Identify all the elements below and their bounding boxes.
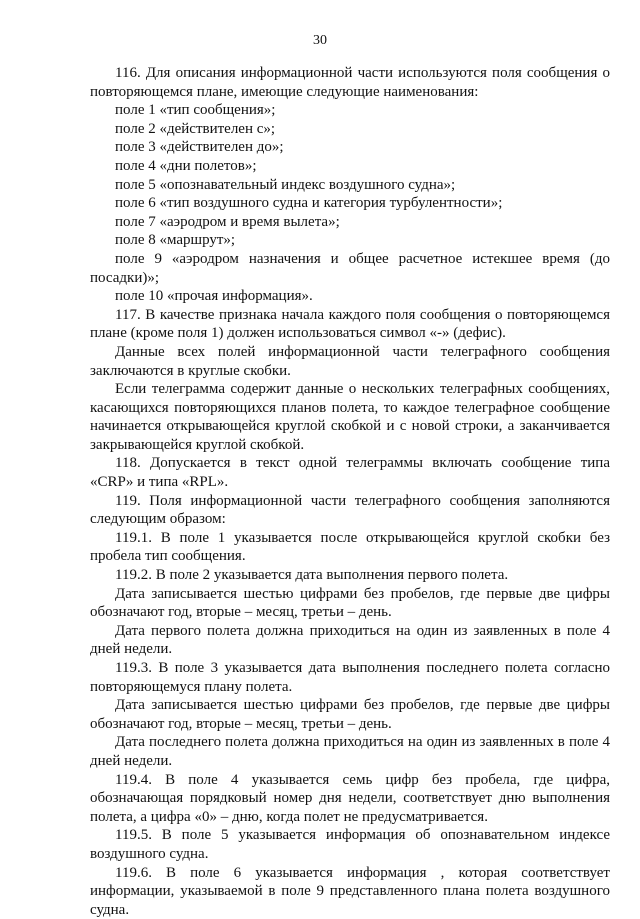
paragraph: Дата первого полета должна приходиться на один из заявленных в поле 4 дней недели. xyxy=(90,622,610,658)
paragraph: Дата записывается шестью цифрами без пробелов, где первые две цифры обозначают год, вторые – месяц, третьи – день. xyxy=(90,585,610,621)
paragraph: 118. Допускается в текст одной телеграммы включать сообщение типа «CRP» и типа «RPL». xyxy=(90,455,610,491)
document-body xyxy=(90,64,610,919)
paragraph: поле 9 «аэродром назначения и общее расчетное истекшее время (до посадки)»; xyxy=(90,250,610,286)
paragraph: Данные всех полей информационной части телеграфного сообщения заключаются в круглые скобки. xyxy=(90,343,610,379)
paragraph: 119.6. В поле 6 указывается информация , которая соответствует информации, указываемой в поле 9 представленного плана полета воздушного судна. xyxy=(90,864,610,918)
list-item: поле 6 «тип воздушного судна и категория турбулентности»; xyxy=(115,195,503,212)
paragraph: 116. Для описания информационной части используются поля сообщения о повторяющемся плане, имеющие следующие наименования: xyxy=(90,65,610,100)
list-item: поле 2 «действителен с»; xyxy=(115,120,276,137)
paragraph: 119.3. В поле 3 указывается дата выполнения последнего полета согласно повторяющемуся плану полета. xyxy=(90,660,610,695)
list-item: поле 10 «прочая информация». xyxy=(115,288,313,305)
list-item: поле 5 «опознавательный индекс воздушного судна»; xyxy=(115,176,456,193)
list-item: поле 4 «дни полетов»; xyxy=(115,157,257,174)
list-item: поле 8 «маршрут»; xyxy=(115,232,236,249)
paragraph: Дата записывается шестью цифрами без пробелов, где первые две цифры обозначают год, вторые – месяц, третьи – день. xyxy=(90,697,610,732)
list-item: поле 7 «аэродром и время вылета»; xyxy=(115,213,340,230)
paragraph: 119.2. В поле 2 указывается дата выполнения первого полета. xyxy=(115,567,509,584)
list-item: поле 3 «действителен до»; xyxy=(115,139,284,156)
paragraph: 119.5. В поле 5 указывается информация об опознавательном индексе воздушного судна. xyxy=(90,827,610,862)
paragraph: Дата последнего полета должна приходиться на один из заявленных в поле 4 дней недели. xyxy=(90,734,610,769)
list-item: поле 1 «тип сообщения»; xyxy=(115,102,276,119)
paragraph: 119.4. В поле 4 указывается семь цифр без пробела, где цифра, обозначающая порядковый номер дня недели, соответствует дню выполнения полета, а цифра «0» – дню, когда полет не предусматривается. xyxy=(90,771,610,825)
page-number: 30 xyxy=(313,33,327,48)
paragraph: 119.1. В поле 1 указывается после открывающейся круглой скобки без пробела тип сообщения. xyxy=(90,529,610,565)
paragraph: Если телеграмма содержит данные о нескольких телеграфных сообщениях, касающихся повторяющихся планов полета, то каждое телеграфное сообщение начинается открывающейся круглой скобкой и с новой строки, а заканчивается закрывающейся круглой скобкой. xyxy=(90,381,610,453)
paragraph: 119. Поля информационной части телеграфного сообщения заполняются следующим образом: xyxy=(90,492,610,528)
paragraph: 117. В качестве признака начала каждого поля сообщения о повторяющемся плане (кроме поля 1) должен использоваться символ «-» (дефис). xyxy=(90,306,610,342)
